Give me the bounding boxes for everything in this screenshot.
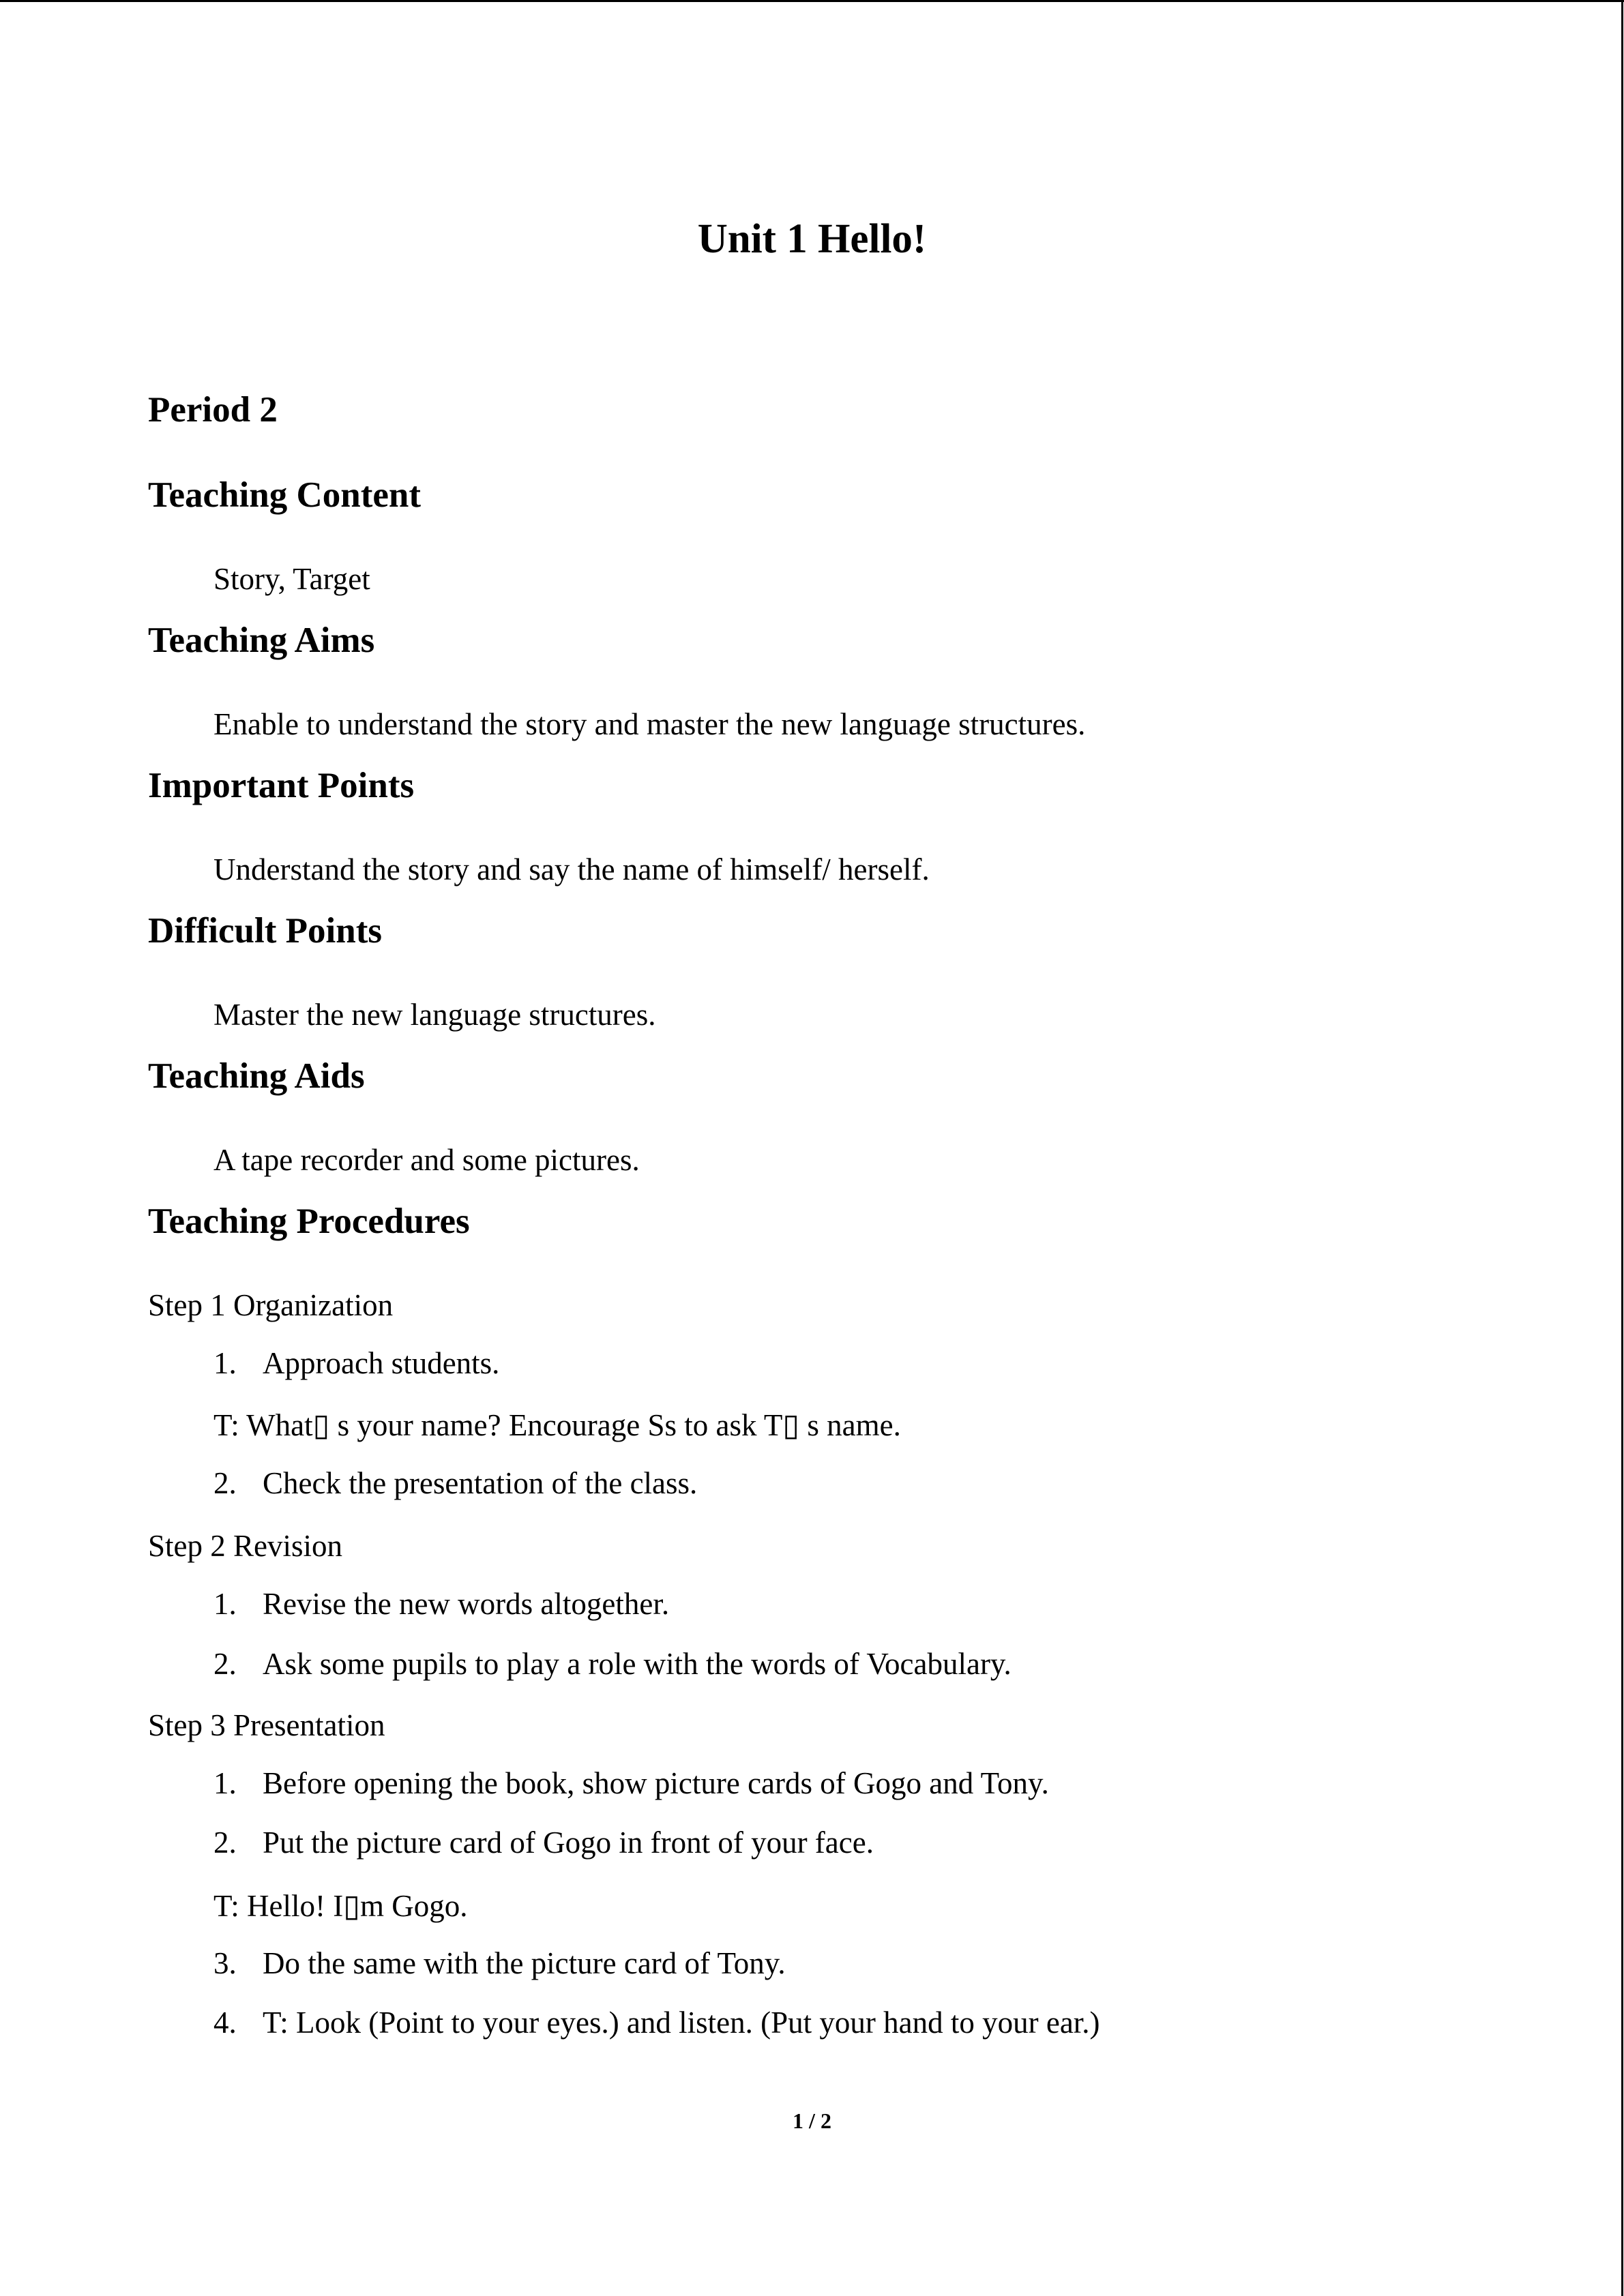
right-border [1621,0,1623,2296]
important-points-text: Understand the story and say the name of himself/ herself. [213,852,930,886]
teaching-aims-text: Enable to understand the story and master the new language structures. [213,707,1086,741]
teaching-content-heading: Teaching Content [148,475,422,515]
step3-item2-text: Put the picture card of Gogo in front of your face. [263,1825,874,1860]
teaching-procedures-heading: Teaching Procedures [148,1202,470,1241]
document-title: Unit 1 Hello! [697,216,927,262]
page-number: 1 / 2 [793,2108,831,2133]
step3-item3-text: Do the same with the picture card of Tony. [263,1946,786,1980]
step2-item2-text: Ask some pupils to play a role with the words of Vocabulary. [263,1647,1012,1681]
step1-item2-number: 2. [213,1466,237,1500]
step2-item1-text: Revise the new words altogether. [263,1587,670,1621]
period-heading: Period 2 [148,390,278,430]
difficult-points-text: Master the new language structures. [213,998,656,1032]
step3-dialogue: T: Hello! I▯m Gogo. [213,1889,468,1923]
step3-item2-number: 2. [213,1825,237,1860]
step3-item4-text: T: Look (Point to your eyes.) and listen. (Put your hand to your ear.) [263,2006,1100,2040]
step1-item1-text: Approach students. [263,1346,500,1380]
step1-dialogue: T: What▯ s your name? Encourage Ss to ask T▯ s name. [213,1408,901,1442]
step1-item2-text: Check the presentation of the class. [263,1466,698,1500]
difficult-points-heading: Difficult Points [148,911,382,951]
step3-item4-number: 4. [213,2006,237,2040]
step3-title: Step 3 Presentation [148,1708,385,1742]
step3-item1-text: Before opening the book, show picture cards of Gogo and Tony. [263,1766,1049,1800]
teaching-aids-text: A tape recorder and some pictures. [213,1143,640,1177]
teaching-aims-heading: Teaching Aims [148,621,375,660]
step2-title: Step 2 Revision [148,1529,343,1563]
step1-title: Step 1 Organization [148,1288,394,1322]
step2-item2-number: 2. [213,1647,237,1681]
step2-item1-number: 1. [213,1587,237,1621]
step1-item1-number: 1. [213,1346,237,1380]
step3-item3-number: 3. [213,1946,237,1980]
top-border [0,0,1624,2]
important-points-heading: Important Points [148,766,415,805]
teaching-content-text: Story, Target [213,562,370,596]
teaching-aids-heading: Teaching Aids [148,1056,365,1096]
step3-item1-number: 1. [213,1766,237,1800]
